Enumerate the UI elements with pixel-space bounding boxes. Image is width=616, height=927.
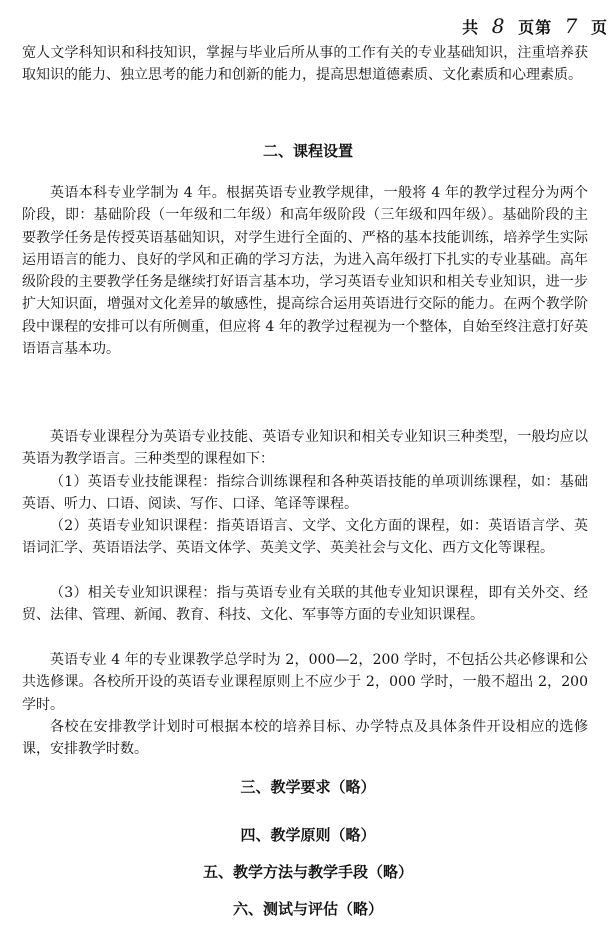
page-counter-mid: 页第 [518, 18, 553, 37]
paragraph-knowledge-courses: （2）英语专业知识课程：指英语语言、文学、文化方面的课程，如：英语语言学、英语词汇学、英语语法学、英语文体学、英美文学、英美社会与文化、西方文化等课程。 [22, 518, 588, 557]
page-current: 7 [564, 14, 579, 38]
section-heading-teaching-methods: 五、教学方法与教学手段（略） [202, 863, 413, 881]
paragraph-intro-continued: 宽人文学科知识和科技知识，掌握与毕业后所从事的工作有关的专业基础知识，注重培养获取知识的能力、独立思考的能力和创新的能力，提高思想道德素质、文化素质和心理素质。 [22, 45, 588, 84]
page-counter [462, 14, 608, 38]
section-heading-teaching-principles: 四、教学原则（略） [240, 826, 376, 844]
page-counter-prefix: 共 [462, 18, 480, 37]
section-heading-curriculum: 二、课程设置 [262, 142, 353, 160]
paragraph-skills-courses: （1）英语专业技能课程：指综合训练课程和各种英语技能的单项训练课程，如：基础英语、听力、口语、阅读、写作、口译、笔译等课程。 [22, 474, 588, 513]
paragraph-related-courses: （3）相关专业知识课程：指与英语专业有关联的其他专业知识课程，即有关外交、经贸、法律、管理、新闻、教育、科技、文化、军事等方面的专业知识课程。 [22, 585, 588, 624]
paragraph-program-structure: 英语本科专业学制为 4 年。根据英语专业教学规律，一般将 4 年的教学过程分为两个阶段，即：基础阶段（一年级和二年级）和高年级阶段（三年级和四年级）。基础阶段的主要教学任务是传授英语基础知识，对学生进行全面的、严格的基本技能训练，培养学生实际运用语言的能力、良好的学风和正确的学习方法，为进入高年级打下扎实的专业基础。高年级阶段的主要教学任务是继续打好语言基本功，学习英语专业知识和相关专业知识，进一步扩大知识面，增强对文化差异的敏感性，提高综合运用英语进行交际的能力。在两个教学阶段中课程的安排可以有所侧重，但应将 4 年的教学过程视为一个整体，自始至终注意打好英语语言基本功。 [22, 185, 588, 358]
section-heading-testing: 六、测试与评估（略） [232, 900, 383, 918]
page-counter-suffix: 页 [590, 18, 608, 37]
section-heading-teaching-requirements: 三、教学要求（略） [240, 778, 376, 796]
page-total: 8 [491, 14, 506, 38]
paragraph-course-types: 英语专业课程分为英语专业技能、英语专业知识和相关专业知识三种类型，一般均应以英语为教学语言。三种类型的课程如下： [22, 429, 588, 468]
paragraph-electives: 各校在安排教学计划时可根据本校的培养目标、办学特点及具体条件开设相应的选修课，安排教学时数。 [22, 719, 588, 758]
paragraph-total-hours: 英语专业 4 年的专业课教学总学时为 2，000—2，200 学时，不包括公共必修课和公共选修课。各校所开设的英语专业课程原则上不应少于 2，000 学时，一般不超出 2，200 学时。 [22, 652, 588, 713]
